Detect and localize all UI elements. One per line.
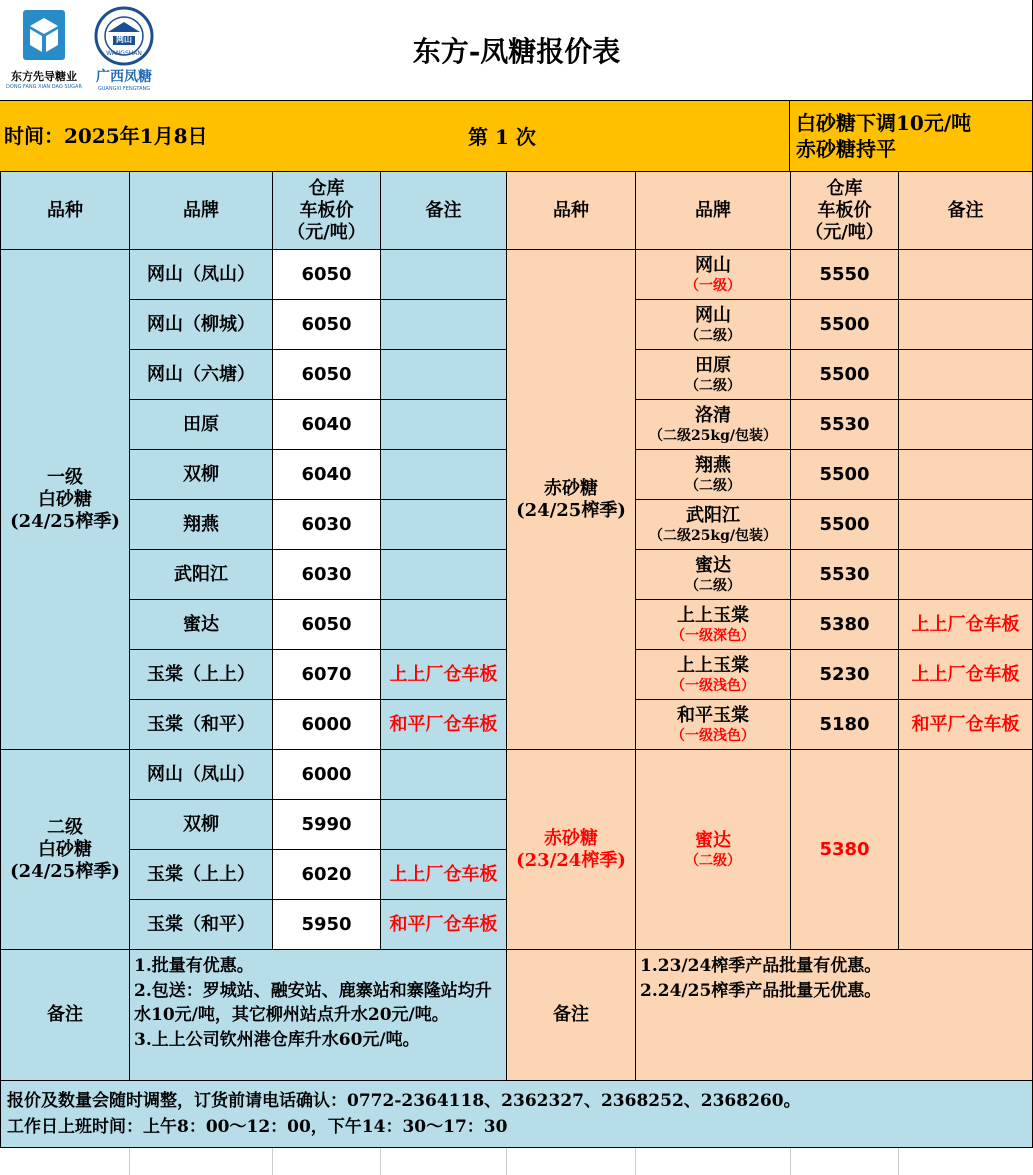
category-line: (23/24榨季)	[516, 849, 626, 871]
white-grade1-price	[273, 250, 381, 300]
grade-text: （二级25kg/包装）	[648, 427, 778, 444]
grade-text: （二级25kg/包装）	[648, 527, 778, 544]
brown-2425-price	[791, 400, 899, 450]
white-grade2-remark	[381, 750, 507, 800]
info-notice	[790, 101, 1033, 172]
brown-2425-remark	[899, 400, 1033, 450]
white-grade2-brand	[130, 800, 273, 850]
brand-text: 翔燕	[695, 454, 731, 476]
grade-text: （二级）	[685, 377, 741, 394]
brown-2425-brand	[636, 350, 791, 400]
footer	[0, 1081, 1033, 1148]
brand-text: 网山（凤山）	[147, 763, 255, 785]
brand-text: 玉棠（上上）	[147, 663, 255, 685]
category-line: 赤砂糖	[544, 477, 598, 499]
grade-text: （二级）	[685, 327, 741, 344]
brand-text: 双柳	[183, 463, 219, 485]
brown-2425-remark	[899, 450, 1033, 500]
note-right-2: 2.24/25榨季产品批量无优惠。	[640, 980, 882, 1001]
price-text: 5180	[819, 713, 870, 735]
white-grade1-brand	[130, 600, 273, 650]
remark-text: 上上厂仓车板	[911, 663, 1020, 685]
grade-text: （二级）	[685, 577, 741, 594]
white-grade1-remark	[381, 300, 507, 350]
price-text: 6000	[301, 713, 352, 735]
brand-text: 翔燕	[183, 513, 219, 535]
category-line: (24/25榨季)	[10, 510, 120, 532]
white-grade1-price	[273, 550, 381, 600]
price-text: 6040	[301, 413, 352, 435]
brown-2425-remark	[899, 250, 1033, 300]
brown-2425-brand	[636, 300, 791, 350]
price-text: 6030	[301, 563, 352, 585]
note-right-1: 1.23/24榨季产品批量有优惠。	[640, 956, 882, 976]
white-grade1-price	[273, 300, 381, 350]
price-text: 5500	[819, 363, 870, 385]
brown-2425-price	[791, 500, 899, 550]
header-label: 备注	[425, 199, 462, 221]
white-grade1-price	[273, 400, 381, 450]
white-grade1-remark	[381, 450, 507, 500]
note-left-3: 3.上上公司钦州港仓库升水60元/吨。	[134, 1029, 420, 1050]
white-grade1-price	[273, 500, 381, 550]
white-grade2-price	[273, 850, 381, 900]
note-left-2: 2.包送：罗城站、融安站、鹿寨站和寨隆站均升水10元/吨，其它柳州站点升水20元/吨。	[134, 980, 492, 1025]
white-grade2-brand	[130, 750, 273, 800]
header-label: 品牌	[695, 199, 731, 221]
notes-left-label: 备注	[0, 950, 130, 1081]
brown-2425-price	[791, 350, 899, 400]
info-date-text: 时间：2025年1月8日	[4, 124, 208, 148]
note-left-1: 1.批量有优惠。	[134, 956, 254, 976]
brown-2425-remark	[899, 700, 1033, 750]
price-text: 5230	[819, 663, 870, 685]
brown-2425-brand	[636, 500, 791, 550]
white-grade1-brand	[130, 350, 273, 400]
brand-text: 网山（六塘）	[147, 363, 255, 385]
seal-ring-text: WANGSHAN	[106, 50, 142, 57]
white-grade1-remark	[381, 500, 507, 550]
logo-dongfang-sub: DONG FANG XIAN DAO SUGAR	[6, 84, 82, 90]
footer-line1: 报价及数量会随时调整，订货前请电话确认：0772-2364118、2362327、2368252、2368260。	[7, 1091, 801, 1111]
header-label: （元/吨）	[287, 221, 366, 243]
grade-text: （二级）	[685, 852, 741, 869]
gridline	[635, 1148, 636, 1175]
price-text: 6050	[301, 263, 352, 285]
brown-2425-price	[791, 700, 899, 750]
white-grade2-price	[273, 900, 381, 950]
category-line: 白砂糖	[38, 488, 92, 510]
white-grade2-remark	[381, 900, 507, 950]
white-grade1-price	[273, 600, 381, 650]
brown-2425-remark	[899, 600, 1033, 650]
price-text: 6040	[301, 463, 352, 485]
brown-header-brand	[636, 172, 791, 250]
brown-2425-remark	[899, 350, 1033, 400]
white-grade1-brand	[130, 450, 273, 500]
header-label: 品牌	[183, 199, 219, 221]
brand-text: 蜜达	[183, 613, 219, 635]
brown-2425-brand	[636, 450, 791, 500]
remark-text: 上上厂仓车板	[911, 613, 1020, 635]
header-label: 品种	[553, 199, 589, 221]
logo-fengtang-name: 广西凤糖	[96, 69, 152, 85]
brown-2425-price	[791, 450, 899, 500]
brown-2425-remark	[899, 300, 1033, 350]
white-grade1-brand	[130, 650, 273, 700]
brown-2425-price	[791, 550, 899, 600]
price-text: 5380	[819, 838, 870, 860]
white-header-remark	[381, 172, 507, 250]
brown-2425-brand	[636, 700, 791, 750]
gridline	[129, 1148, 130, 1175]
brown-2324-brand	[636, 750, 791, 950]
brand-text: 玉棠（和平）	[147, 913, 255, 935]
brown-2425-price	[791, 300, 899, 350]
grade-text: （二级）	[685, 477, 741, 494]
brand-text: 田原	[695, 354, 731, 376]
brown-header-remark	[899, 172, 1033, 250]
category-line: (24/25榨季)	[516, 499, 626, 521]
brand-text: 洛清	[695, 404, 731, 426]
brown-2425-brand	[636, 550, 791, 600]
white-grade2-brand	[130, 850, 273, 900]
white-grade1-remark	[381, 250, 507, 300]
white-grade1-category	[0, 250, 130, 750]
gridline	[272, 1148, 273, 1175]
brand-text: 网山	[695, 254, 731, 276]
price-text: 6050	[301, 313, 352, 335]
spreadsheet-gridlines	[0, 1148, 1033, 1175]
brand-text: 双柳	[183, 813, 219, 835]
price-text: 5530	[819, 413, 870, 435]
notes-right-label: 备注	[507, 950, 636, 1081]
category-line: (24/25榨季)	[10, 860, 120, 882]
price-text: 6050	[301, 363, 352, 385]
brown-2425-brand	[636, 250, 791, 300]
gridline	[898, 1148, 899, 1175]
white-header-variety	[0, 172, 130, 250]
white-grade1-price	[273, 700, 381, 750]
price-text: 5500	[819, 513, 870, 535]
gridline	[380, 1148, 381, 1175]
brown-2425-price	[791, 600, 899, 650]
brand-text: 武阳江	[174, 563, 228, 585]
remark-text: 和平厂仓车板	[911, 713, 1020, 735]
category-line: 二级	[47, 816, 83, 838]
brand-text: 网山（凤山）	[147, 263, 255, 285]
brand-text: 上上玉棠	[677, 654, 749, 676]
price-text: 5500	[819, 313, 870, 335]
gridline	[790, 1148, 791, 1175]
brown-2425-brand	[636, 650, 791, 700]
brand-text: 田原	[183, 413, 219, 435]
remark-text: 和平厂仓车板	[389, 713, 498, 735]
header-label: 品种	[47, 199, 83, 221]
brand-text: 上上玉棠	[677, 604, 749, 626]
price-text: 5500	[819, 463, 870, 485]
price-text: 5950	[301, 913, 352, 935]
category-line: 一级	[47, 466, 83, 488]
grade-text: （一级浅色）	[671, 677, 755, 694]
seal-text: 网山	[116, 35, 132, 44]
remark-text: 和平厂仓车板	[389, 913, 498, 935]
price-text: 6020	[301, 863, 352, 885]
white-grade1-remark	[381, 400, 507, 450]
brown-2425-price	[791, 650, 899, 700]
category-line: 白砂糖	[38, 838, 92, 860]
brand-text: 武阳江	[686, 504, 740, 526]
brand-text: 和平玉棠	[677, 704, 749, 726]
brown-header-price	[791, 172, 899, 250]
header-label: 备注	[947, 199, 984, 221]
brown-2324-category	[507, 750, 636, 950]
white-grade2-brand	[130, 900, 273, 950]
white-grade2-price	[273, 800, 381, 850]
logo-fengtang-sub: GUANGXI FENGTANG	[97, 86, 151, 92]
brown-2425-brand	[636, 600, 791, 650]
white-grade1-remark	[381, 700, 507, 750]
header-label: 车板价	[299, 199, 354, 221]
price-text: 6050	[301, 613, 352, 635]
price-text: 5550	[819, 263, 870, 285]
brand-text: 网山（柳城）	[147, 313, 255, 335]
price-text: 5380	[819, 613, 870, 635]
brand-text: 玉棠（和平）	[147, 713, 255, 735]
white-grade1-brand	[130, 300, 273, 350]
grade-text: （一级）	[685, 277, 741, 294]
info-round: 第 1 次	[468, 125, 536, 149]
remark-text: 上上厂仓车板	[389, 863, 498, 885]
price-text: 6030	[301, 513, 352, 535]
notes-right-content	[636, 950, 1033, 1081]
price-text: 6070	[301, 663, 352, 685]
grade-text: （一级浅色）	[671, 727, 755, 744]
white-grade1-price	[273, 650, 381, 700]
brown-2425-price	[791, 250, 899, 300]
info-notice-line1: 白砂糖下调10元/吨	[796, 111, 972, 135]
notes-left-content	[130, 950, 507, 1081]
gridline	[506, 1148, 507, 1175]
white-grade2-price	[273, 750, 381, 800]
brown-2324-remark	[899, 750, 1033, 950]
grade-text: （一级深色）	[671, 627, 755, 644]
brown-2425-category	[507, 250, 636, 750]
footer-line2: 工作日上班时间：上午8：00～12：00，下午14：30～17：30	[7, 1117, 508, 1137]
remark-text: 上上厂仓车板	[389, 663, 498, 685]
brown-header-variety	[507, 172, 636, 250]
brand-text: 玉棠（上上）	[147, 863, 255, 885]
header-label: （元/吨）	[805, 221, 884, 243]
white-grade2-remark	[381, 800, 507, 850]
header-label: 车板价	[817, 199, 872, 221]
category-line: 赤砂糖	[544, 827, 598, 849]
white-header-price	[273, 172, 381, 250]
logo-dongfang-name: 东方先导糖业	[11, 70, 77, 83]
brown-2425-remark	[899, 500, 1033, 550]
info-notice-line2: 赤砂糖持平	[796, 137, 896, 161]
white-grade1-remark	[381, 600, 507, 650]
white-grade1-price	[273, 350, 381, 400]
white-grade1-brand	[130, 250, 273, 300]
brown-2425-remark	[899, 550, 1033, 600]
price-text: 5990	[301, 813, 352, 835]
brand-text: 蜜达	[695, 554, 731, 576]
brand-text: 蜜达	[695, 829, 731, 851]
header-label: 仓库	[308, 177, 345, 199]
white-grade1-brand	[130, 500, 273, 550]
white-grade2-remark	[381, 850, 507, 900]
white-grade1-remark	[381, 650, 507, 700]
price-text: 5530	[819, 563, 870, 585]
header-label: 仓库	[826, 177, 863, 199]
page-title: 东方-凤糖报价表	[412, 35, 621, 68]
white-grade2-category	[0, 750, 130, 950]
white-grade1-brand	[130, 700, 273, 750]
white-grade1-remark	[381, 350, 507, 400]
brown-2425-brand	[636, 400, 791, 450]
white-grade1-brand	[130, 400, 273, 450]
info-date	[0, 101, 790, 172]
white-grade1-price	[273, 450, 381, 500]
white-grade1-remark	[381, 550, 507, 600]
price-text: 6000	[301, 763, 352, 785]
white-header-brand	[130, 172, 273, 250]
brown-2324-price	[791, 750, 899, 950]
brown-2425-remark	[899, 650, 1033, 700]
brand-text: 网山	[695, 304, 731, 326]
white-grade1-brand	[130, 550, 273, 600]
